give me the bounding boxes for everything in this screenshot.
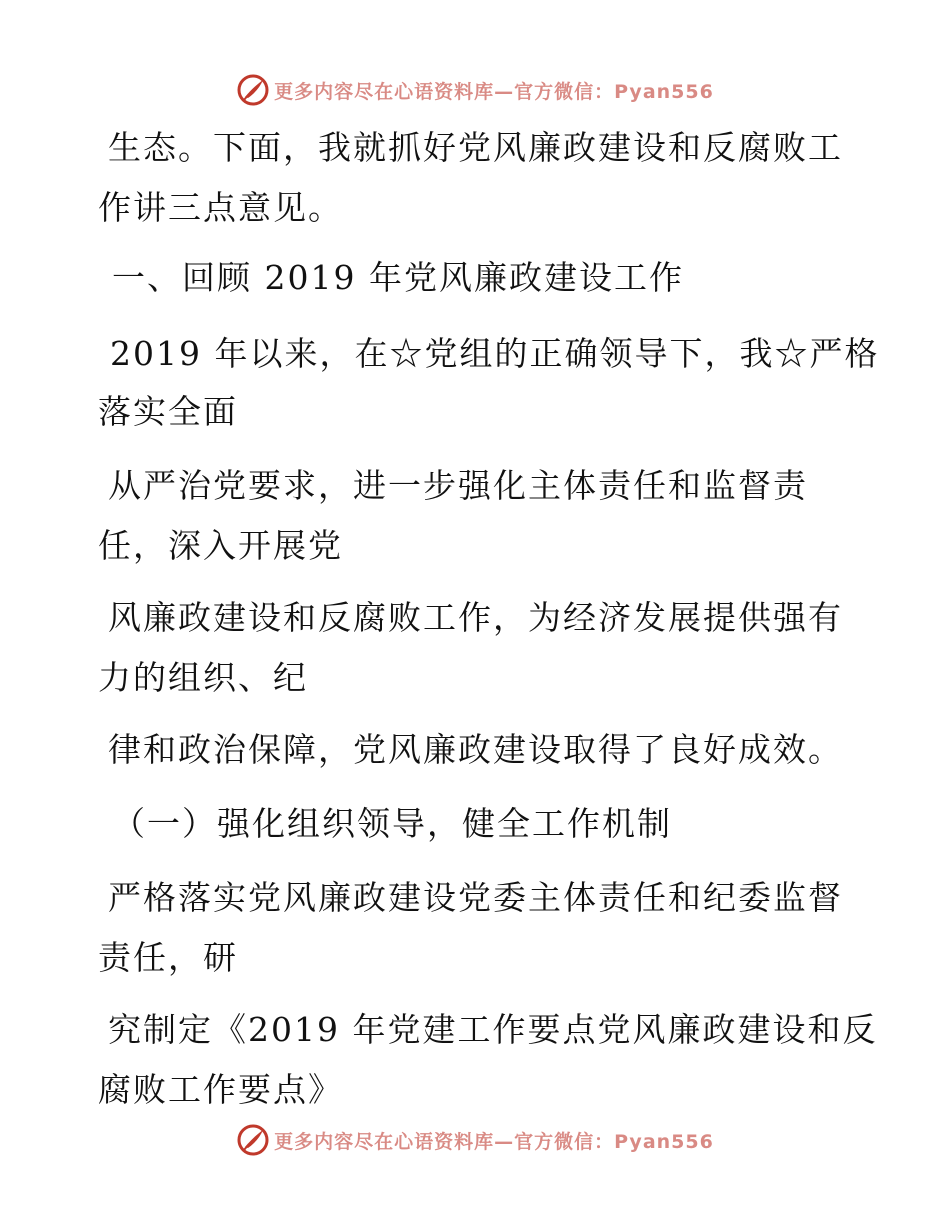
text-line: 作讲三点意见。 [98,188,343,227]
watermark-text: 更多内容尽在心语资料库—官方微信：Pyan556 [274,1130,714,1153]
subsection-heading: （一）强化组织领导，健全工作机制 [112,804,672,843]
footer-watermark-banner [0,1120,950,1160]
quill-logo-icon [236,1123,270,1157]
text-line: 责任，研 [98,938,238,977]
text-line: 腐败工作要点》 [98,1070,343,1109]
text-line: 落实全面 [98,392,238,431]
text-line: 力的组织、纪 [98,658,308,697]
section-heading: 一、回顾 2019 年党风廉政建设工作 [112,258,684,297]
text-line: 2019 年以来，在☆党组的正确领导下，我☆严格 [110,334,880,373]
text-line: 律和政治保障，党风廉政建设取得了良好成效。 [108,730,843,769]
text-line: 从严治党要求，进一步强化主体责任和监督责 [108,466,808,505]
text-line: 究制定《2019 年党建工作要点党风廉政建设和反 [108,1010,878,1049]
text-line: 风廉政建设和反腐败工作，为经济发展提供强有 [108,598,843,637]
text-line: 严格落实党风廉政建设党委主体责任和纪委监督 [108,878,843,917]
text-line: 任，深入开展党 [98,526,343,565]
watermark-text: 更多内容尽在心语资料库—官方微信：Pyan556 [274,80,714,103]
text-line: 生态。下面，我就抓好党风廉政建设和反腐败工 [108,128,843,167]
